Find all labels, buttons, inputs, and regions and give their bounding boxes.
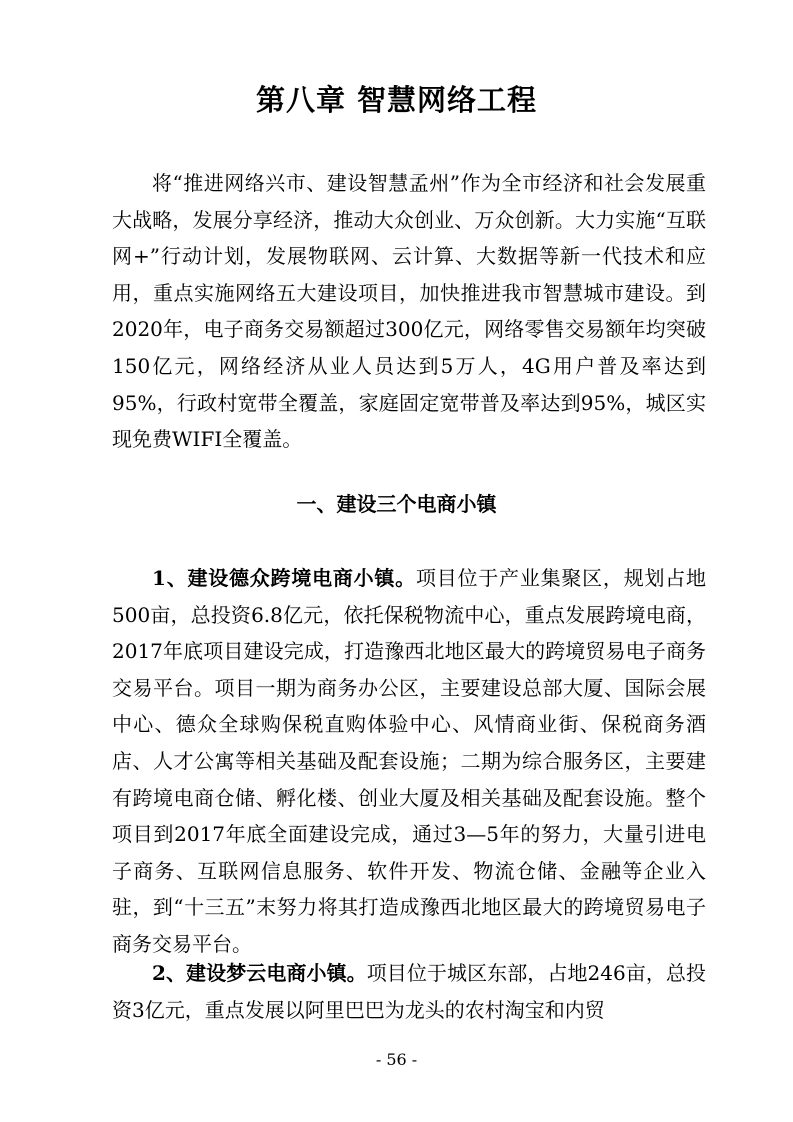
item-body-2: 项目位于城区东部，占地246亩，总投资3亿元，重点发展以阿里巴巴为龙头的农村淘宝和内贸 [112,961,706,1022]
page-number: - 56 - [375,1050,418,1069]
item-paragraph-2 [112,955,706,1028]
section-heading: 一、建设三个电商小镇 [296,492,497,516]
chapter-title: 第八章 智慧网络工程 [255,83,538,117]
item-paragraph-1 [112,560,706,963]
intro-paragraph: 将“推进网络兴市、建设智慧孟州”作为全市经济和社会发展重大战略，发展分享经济，推动大众创业、万众创新。大力实施“互联网+”行动计划，发展物联网、云计算、大数据等新一代技术和应用，重点实施网络五大建设项目，加快推进我市智慧城市建设。到2020年，电子商务交易额超过300亿元，网络零售交易额年均突破150亿元，网络经济从业人员达到5万人，4G用户普及率达到95%，行政村宽带全覆盖，家庭固定宽带普及率达到95%，城区实现免费WIFI全覆盖。 [112,171,706,452]
item-body-1: 项目位于产业集聚区，规划占地500亩，总投资6.8亿元，依托保税物流中心，重点发展跨境电商，2017年底项目建设完成，打造豫西北地区最大的跨境贸易电子商务交易平台。项目一期为商务办公区，主要建设总部大厦、国际会展中心、德众全球购保税直购体验中心、风情商业街、保税商务酒店、人才公寓等相关基础及配套设施；二期为综合服务区，主要建有跨境电商仓储、孵化楼、创业大厦及相关基础及配套设施。整个项目到2017年底全面建设完成，通过3—5年的努力，大量引进电子商务、互联网信息服务、软件开发、物流仓储、金融等企业入驻，到“十三五”末努力将其打造成豫西北地区最大的跨境贸易电子商务交易平台。 [112,566,707,956]
item-lead-1: 1、建设德众跨境电商小镇。 [152,566,416,590]
item-lead-2: 2、建设梦云电商小镇。 [152,961,367,985]
